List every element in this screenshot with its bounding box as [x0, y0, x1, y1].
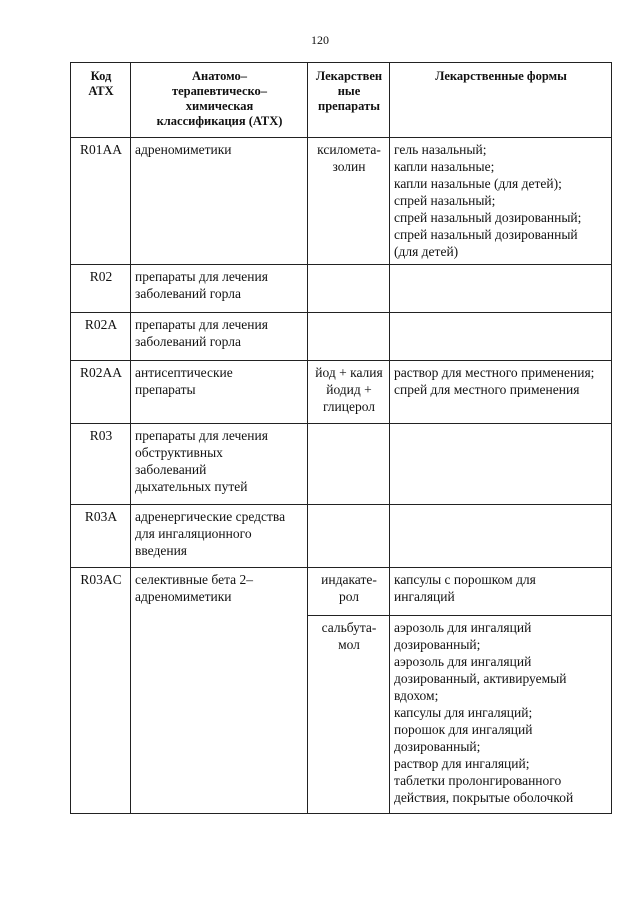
form-line: спрей назальный; — [394, 193, 496, 208]
row-forms — [390, 505, 612, 568]
form-line: раствор для местного применения; — [394, 365, 595, 380]
header-classification-line: классификация (АТХ) — [156, 114, 283, 128]
form-line: дозированный, активируемый — [394, 671, 567, 686]
header-code — [71, 63, 131, 138]
form-line: капли назальные; — [394, 159, 495, 174]
classification-line: заболеваний горла — [135, 286, 241, 301]
header-forms-line: Лекарственные формы — [435, 69, 567, 83]
row-code: R03 — [71, 424, 131, 505]
form-line: дозированный; — [394, 739, 481, 754]
row-classification — [131, 265, 308, 313]
form-line: действия, покрытые оболочкой — [394, 790, 574, 805]
header-forms — [390, 63, 612, 138]
row-code: R03AC — [71, 568, 131, 814]
form-line: капсулы с порошком для — [394, 572, 536, 587]
row-drug — [308, 361, 390, 424]
page-number: 120 — [311, 33, 329, 47]
form-line: спрей для местного применения — [394, 382, 580, 397]
form-line: вдохом; — [394, 688, 439, 703]
header-row — [71, 63, 612, 138]
classification-line: для ингаляционного — [135, 526, 252, 541]
form-line: (для детей) — [394, 244, 459, 259]
drug-line: индакате- — [321, 572, 377, 587]
form-line: аэрозоль для ингаляций — [394, 620, 532, 635]
table-row — [71, 313, 612, 361]
header-classification-line: терапевтическо– — [171, 84, 268, 98]
classification-line: адреномиметики — [135, 589, 232, 604]
row-classification — [131, 505, 308, 568]
row-code: R02 — [71, 265, 131, 313]
classification-line: антисептические — [135, 365, 233, 380]
header-classification-line: Анатомо– — [192, 69, 247, 83]
form-line: ингаляций — [394, 589, 455, 604]
row-drug — [308, 424, 390, 505]
row-forms — [390, 265, 612, 313]
drug-line: мол — [338, 637, 360, 652]
table-row — [71, 138, 612, 265]
form-line: порошок для ингаляций — [394, 722, 533, 737]
form-line: таблетки пролонгированного — [394, 773, 562, 788]
header-drugs-line: Лекарствен — [315, 69, 383, 83]
table-row — [71, 424, 612, 505]
classification-line: дыхательных путей — [135, 479, 248, 494]
header-classification — [131, 63, 308, 138]
header-code-line: Код — [90, 69, 112, 83]
table-row — [71, 361, 612, 424]
row-drug — [308, 313, 390, 361]
drug-line: йод + калия — [315, 365, 383, 380]
drug-line: йодид + — [326, 382, 372, 397]
form-line: гель назальный; — [394, 142, 487, 157]
row-classification — [131, 568, 308, 814]
form-line: раствор для ингаляций; — [394, 756, 530, 771]
classification-line: введения — [135, 543, 188, 558]
form-line: спрей назальный дозированный — [394, 227, 578, 242]
table-row — [71, 568, 612, 616]
row-forms — [390, 138, 612, 265]
drug-line: золин — [332, 159, 366, 174]
form-line: аэрозоль для ингаляций — [394, 654, 532, 669]
header-drugs-line: препараты — [318, 99, 380, 113]
classification-line: препараты — [135, 382, 196, 397]
row-forms — [390, 313, 612, 361]
header-drugs — [308, 63, 390, 138]
form-line: капли назальные (для детей); — [394, 176, 562, 191]
form-line: спрей назальный дозированный; — [394, 210, 582, 225]
row-drug — [308, 265, 390, 313]
classification-line: селективные бета 2– — [135, 572, 254, 587]
table-row — [71, 505, 612, 568]
drug-line: рол — [338, 589, 360, 604]
header-drugs-line: ные — [337, 84, 361, 98]
row-classification — [131, 313, 308, 361]
table-row — [71, 265, 612, 313]
drug-line: глицерол — [322, 399, 376, 414]
classification-line: адреномиметики — [135, 142, 232, 157]
row-forms — [390, 361, 612, 424]
row-code: R03A — [71, 505, 131, 568]
header-code-line: АТХ — [88, 84, 114, 98]
form-line: капсулы для ингаляций; — [394, 705, 533, 720]
classification-line: препараты для лечения — [135, 428, 268, 443]
classification-line: заболеваний горла — [135, 334, 241, 349]
row-forms — [390, 616, 612, 814]
classification-line: заболеваний — [135, 462, 207, 477]
classification-line: адренергические средства — [135, 509, 286, 524]
row-code: R02AA — [71, 361, 131, 424]
drug-line: сальбута- — [321, 620, 377, 635]
row-drug — [308, 616, 390, 814]
row-classification — [131, 424, 308, 505]
row-drug — [308, 568, 390, 616]
row-classification — [131, 361, 308, 424]
atx-table — [70, 62, 612, 814]
form-line: дозированный; — [394, 637, 481, 652]
row-code: R02A — [71, 313, 131, 361]
row-drug — [308, 138, 390, 265]
classification-line: препараты для лечения — [135, 269, 268, 284]
header-classification-line: химическая — [185, 99, 254, 113]
row-classification — [131, 138, 308, 265]
row-drug — [308, 505, 390, 568]
row-forms — [390, 424, 612, 505]
drug-line: ксиломета- — [317, 142, 381, 157]
row-forms — [390, 568, 612, 616]
row-code: R01AA — [71, 138, 131, 265]
classification-line: препараты для лечения — [135, 317, 268, 332]
classification-line: обструктивных — [135, 445, 223, 460]
